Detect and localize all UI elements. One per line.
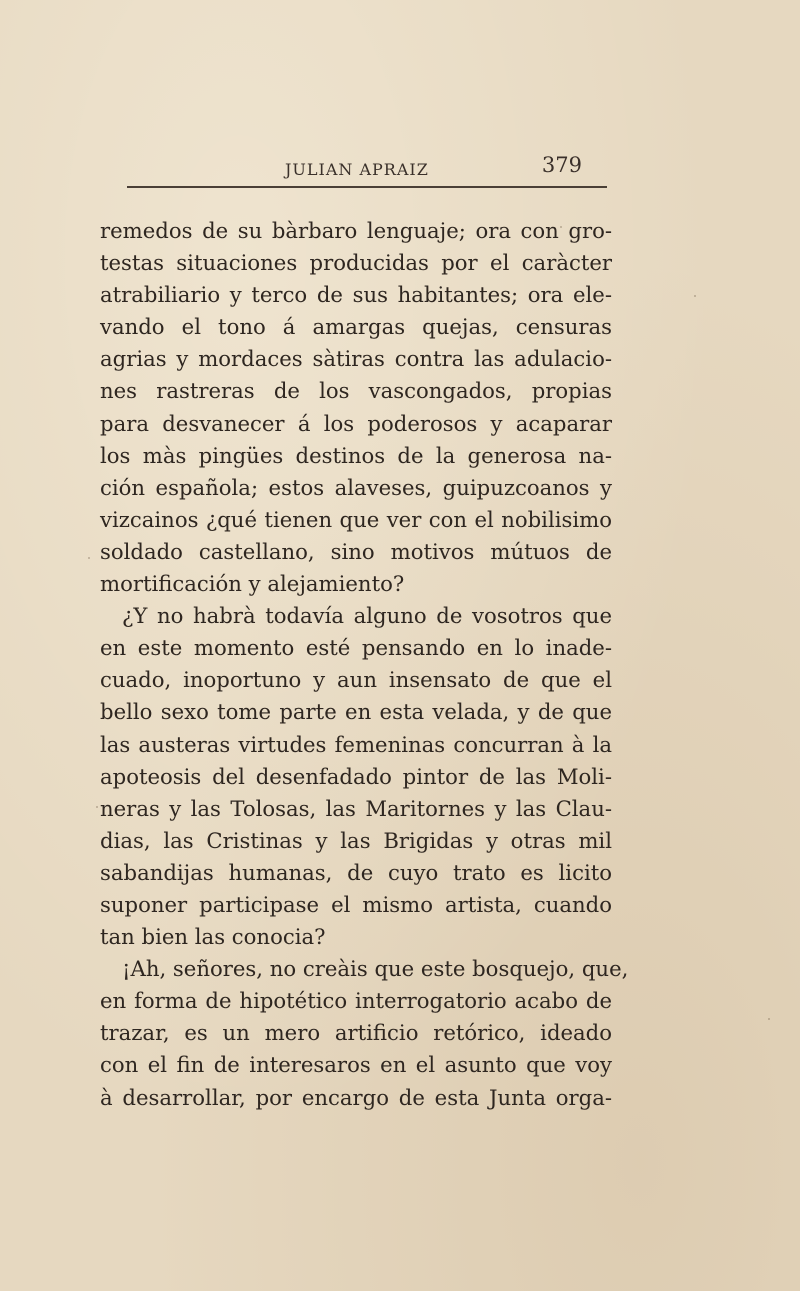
running-head (100, 148, 612, 188)
paper-speck (88, 557, 90, 559)
text-line: ción española; estos alaveses, guipuzcoanos y (100, 474, 612, 500)
text-line: cuado, inoportuno y aun insensato de que el (100, 667, 612, 693)
text-line: nes rastreras de los vascongados, propias (100, 378, 612, 404)
text-line: bello sexo tome parte en esta velada, y de que (100, 699, 612, 725)
text-line: remedos de su bàrbaro lenguaje; ora con gro- (100, 218, 612, 243)
text-line: testas situaciones producidas por el caràcter (100, 250, 612, 276)
text-line: vando el tono á amargas quejas, censuras (100, 314, 612, 340)
text-line: en este momento esté pensando en lo inade- (100, 635, 612, 661)
paper-speck (768, 1018, 770, 1020)
text-line: ¡Ah, señores, no creàis que este bosquejo, que, (122, 956, 629, 982)
body-text (100, 215, 629, 1114)
text-line: neras y las Tolosas, las Maritornes y las Clau- (100, 795, 612, 821)
text-line: dias, las Cristinas y las Brigidas y otras mil (100, 827, 612, 853)
text-line: agrias y mordaces sàtiras contra las adulacio- (100, 346, 612, 372)
text-line: apoteosis del desenfadado pintor de las Moli- (100, 763, 612, 789)
text-line: tan bien las conocia? (100, 924, 326, 950)
text-line: suponer participase el mismo artista, cuando (100, 891, 612, 917)
text-line: ¿Y no habrà todavía alguno de vosotros que (122, 603, 612, 629)
text-line: mortificación y alejamiento? (100, 571, 405, 597)
running-head-author: JULIAN APRAIZ (285, 160, 429, 179)
text-line: atrabiliario y terco de sus habitantes; ora ele- (100, 282, 612, 308)
text-line: para desvanecer á los poderosos y acaparar (100, 410, 612, 436)
text-line: en forma de hipotético interrogatorio acabo de (100, 988, 612, 1014)
paper-speck (96, 806, 98, 808)
page-number: 379 (541, 153, 582, 177)
text-line: sabandijas humanas, de cuyo trato es licito (100, 859, 612, 885)
text-line: à desarrollar, por encargo de esta Junta orga- (100, 1084, 612, 1110)
text-line: las austeras virtudes femeninas concurran à la (100, 731, 612, 757)
header-rule (127, 186, 607, 188)
text-line: con el fin de interesaros en el asunto que voy (100, 1052, 612, 1078)
paper-speck (694, 295, 696, 297)
paper-speck (560, 226, 562, 228)
text-line: los màs pingües destinos de la generosa na- (100, 442, 612, 468)
text-line: trazar, es un mero artificio retórico, ideado (100, 1020, 612, 1046)
text-line: vizcainos ¿qué tienen que ver con el nobilisimo (100, 506, 612, 532)
text-line: soldado castellano, sino motivos mútuos de (100, 538, 612, 564)
